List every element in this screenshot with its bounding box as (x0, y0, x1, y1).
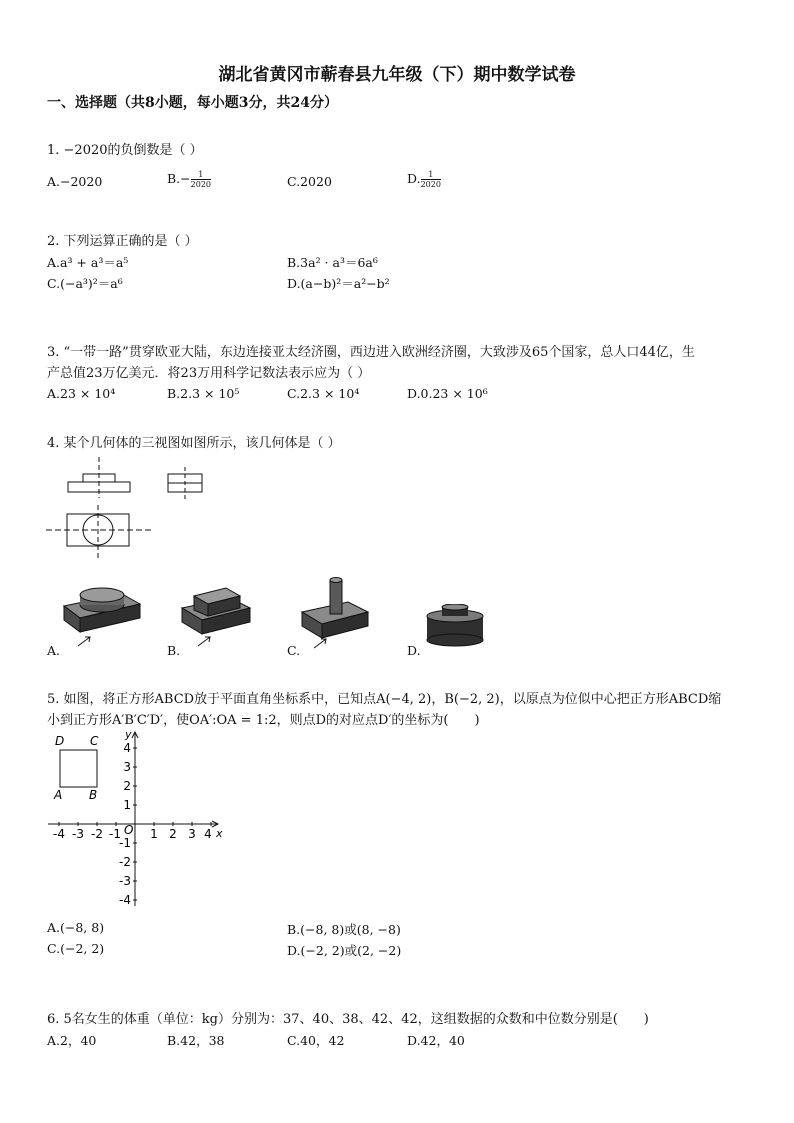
label-b: B (89, 788, 98, 802)
y-tick-label: -4 (119, 893, 131, 907)
solid-a-cylinder-top (80, 588, 124, 602)
solid-option-a (60, 582, 156, 652)
y-tick-label: -2 (119, 855, 131, 869)
question-2-option-a: A.a³ + a³＝a⁵ (47, 255, 129, 270)
question-5-option-c: C.(−2, 2) (47, 941, 105, 956)
square-abcd (60, 750, 97, 787)
question-5-option-a: A.(−8, 8) (47, 920, 105, 935)
x-tick-label: 2 (169, 827, 177, 841)
solid-c-rod (330, 580, 342, 614)
question-1-option-c: C.2020 (287, 174, 332, 189)
x-axis-label: x (216, 827, 223, 840)
solid-option-b (180, 584, 260, 652)
question-5-option-b: B.(−8, 8)或(8, −8) (287, 922, 401, 937)
question-1-option-d: D. $\frac{1}{2020}$ (407, 170, 441, 189)
coordinate-plane (40, 726, 240, 912)
label-a: A (54, 788, 63, 802)
solid-d-inner-top (442, 604, 468, 610)
question-3-stem-line2: 产总值23万亿美元．将23万用科学记数法表示应为（ ） (47, 366, 371, 381)
x-tick-label: 1 (150, 827, 158, 841)
question-2-stem: 2. 下列运算正确的是（ ） (47, 234, 198, 249)
arrow-icon (78, 637, 90, 646)
solid-option-d (424, 604, 488, 652)
question-2-option-b: B.3a² · a³＝6a⁶ (287, 255, 378, 270)
y-tick-label: 4 (123, 741, 131, 755)
question-4-option-a: A. (47, 643, 61, 658)
x-tick-label: -3 (72, 827, 84, 841)
y-tick-label: 2 (123, 779, 131, 793)
arrow-icon (314, 639, 326, 648)
page-title: 湖北省黄冈市蕲春县九年级（下）期中数学试卷 (218, 65, 576, 85)
question-2-option-c: C.(−a³)²＝a⁶ (47, 276, 123, 291)
arrow-icon (198, 637, 210, 646)
question-1-option-a: A.−2020 (47, 174, 103, 189)
question-3-option-a: A.23 × 10⁴ (47, 386, 116, 401)
question-6-option-d: D.42，40 (407, 1033, 465, 1048)
y-tick-label: 3 (123, 760, 131, 774)
question-1-option-b: B.− $\frac{1}{2020}$ (167, 170, 211, 189)
question-4-option-b: B. (167, 643, 181, 658)
question-4-option-d: D. (407, 643, 421, 658)
three-view-drawing (40, 452, 220, 564)
question-3-stem-line1: 3. “一带一路”贯穿欧亚大陆，东边连接亚太经济圈，西边进入欧洲经济圈，大致涉及65个国家，总人口44亿，生 (47, 345, 695, 360)
label-c: C (90, 734, 99, 748)
y-axis-label: y (125, 728, 132, 741)
question-6-option-a: A.2，40 (47, 1033, 97, 1048)
solid-d-bottom (427, 634, 483, 646)
fraction: $\frac{1}{2020}$ (420, 170, 441, 189)
y-tick-label: 1 (123, 798, 131, 812)
question-3-option-b: B.2.3 × 10⁵ (167, 386, 240, 401)
section-heading: 一、选择题（共8小题，每小题3分，共24分） (47, 95, 338, 111)
question-4-option-c: C. (287, 643, 301, 658)
x-tick-label: 4 (204, 827, 212, 841)
label-d: D (55, 734, 65, 748)
x-tick-label: 3 (188, 827, 196, 841)
question-5-stem-line2: 小到正方形A′B′C′D′，使OA′:OA = 1:2，则点D的对应点D′的坐标为( ) (47, 713, 480, 728)
y-tick-label: -1 (119, 836, 131, 850)
x-tick-label: -2 (91, 827, 103, 841)
question-6-stem: 6. 5名女生的体重（单位：kg）分别为：37、40、38、42、42，这组数据的众数和中位数分别是( ) (47, 1012, 649, 1027)
question-5-stem-line1: 5. 如图，将正方形ABCD放于平面直角坐标系中，已知点A(−4, 2)，B(−2, 2)，以原点为位似中心把正方形ABCD缩 (47, 692, 722, 707)
solid-c-rod-top (330, 578, 342, 583)
question-6-option-b: B.42，38 (167, 1033, 225, 1048)
fraction: $\frac{1}{2020}$ (190, 170, 211, 189)
x-tick-label: -4 (53, 827, 65, 841)
solid-option-c (300, 576, 378, 652)
question-1-stem: 1. −2020的负倒数是（ ） (47, 143, 203, 158)
y-tick-label: -3 (119, 874, 131, 888)
question-4-stem: 4. 某个几何体的三视图如图所示，该几何体是（ ） (47, 436, 341, 451)
question-6-option-c: C.40，42 (287, 1033, 345, 1048)
question-5-option-d: D.(−2, 2)或(2, −2) (287, 943, 402, 958)
question-2-option-d: D.(a−b)²＝a²−b² (287, 276, 390, 291)
question-3-option-c: C.2.3 × 10⁴ (287, 386, 360, 401)
x-tick-label: -1 (109, 827, 121, 841)
origin-label: O (124, 823, 134, 837)
question-3-option-d: D.0.23 × 10⁶ (407, 386, 488, 401)
